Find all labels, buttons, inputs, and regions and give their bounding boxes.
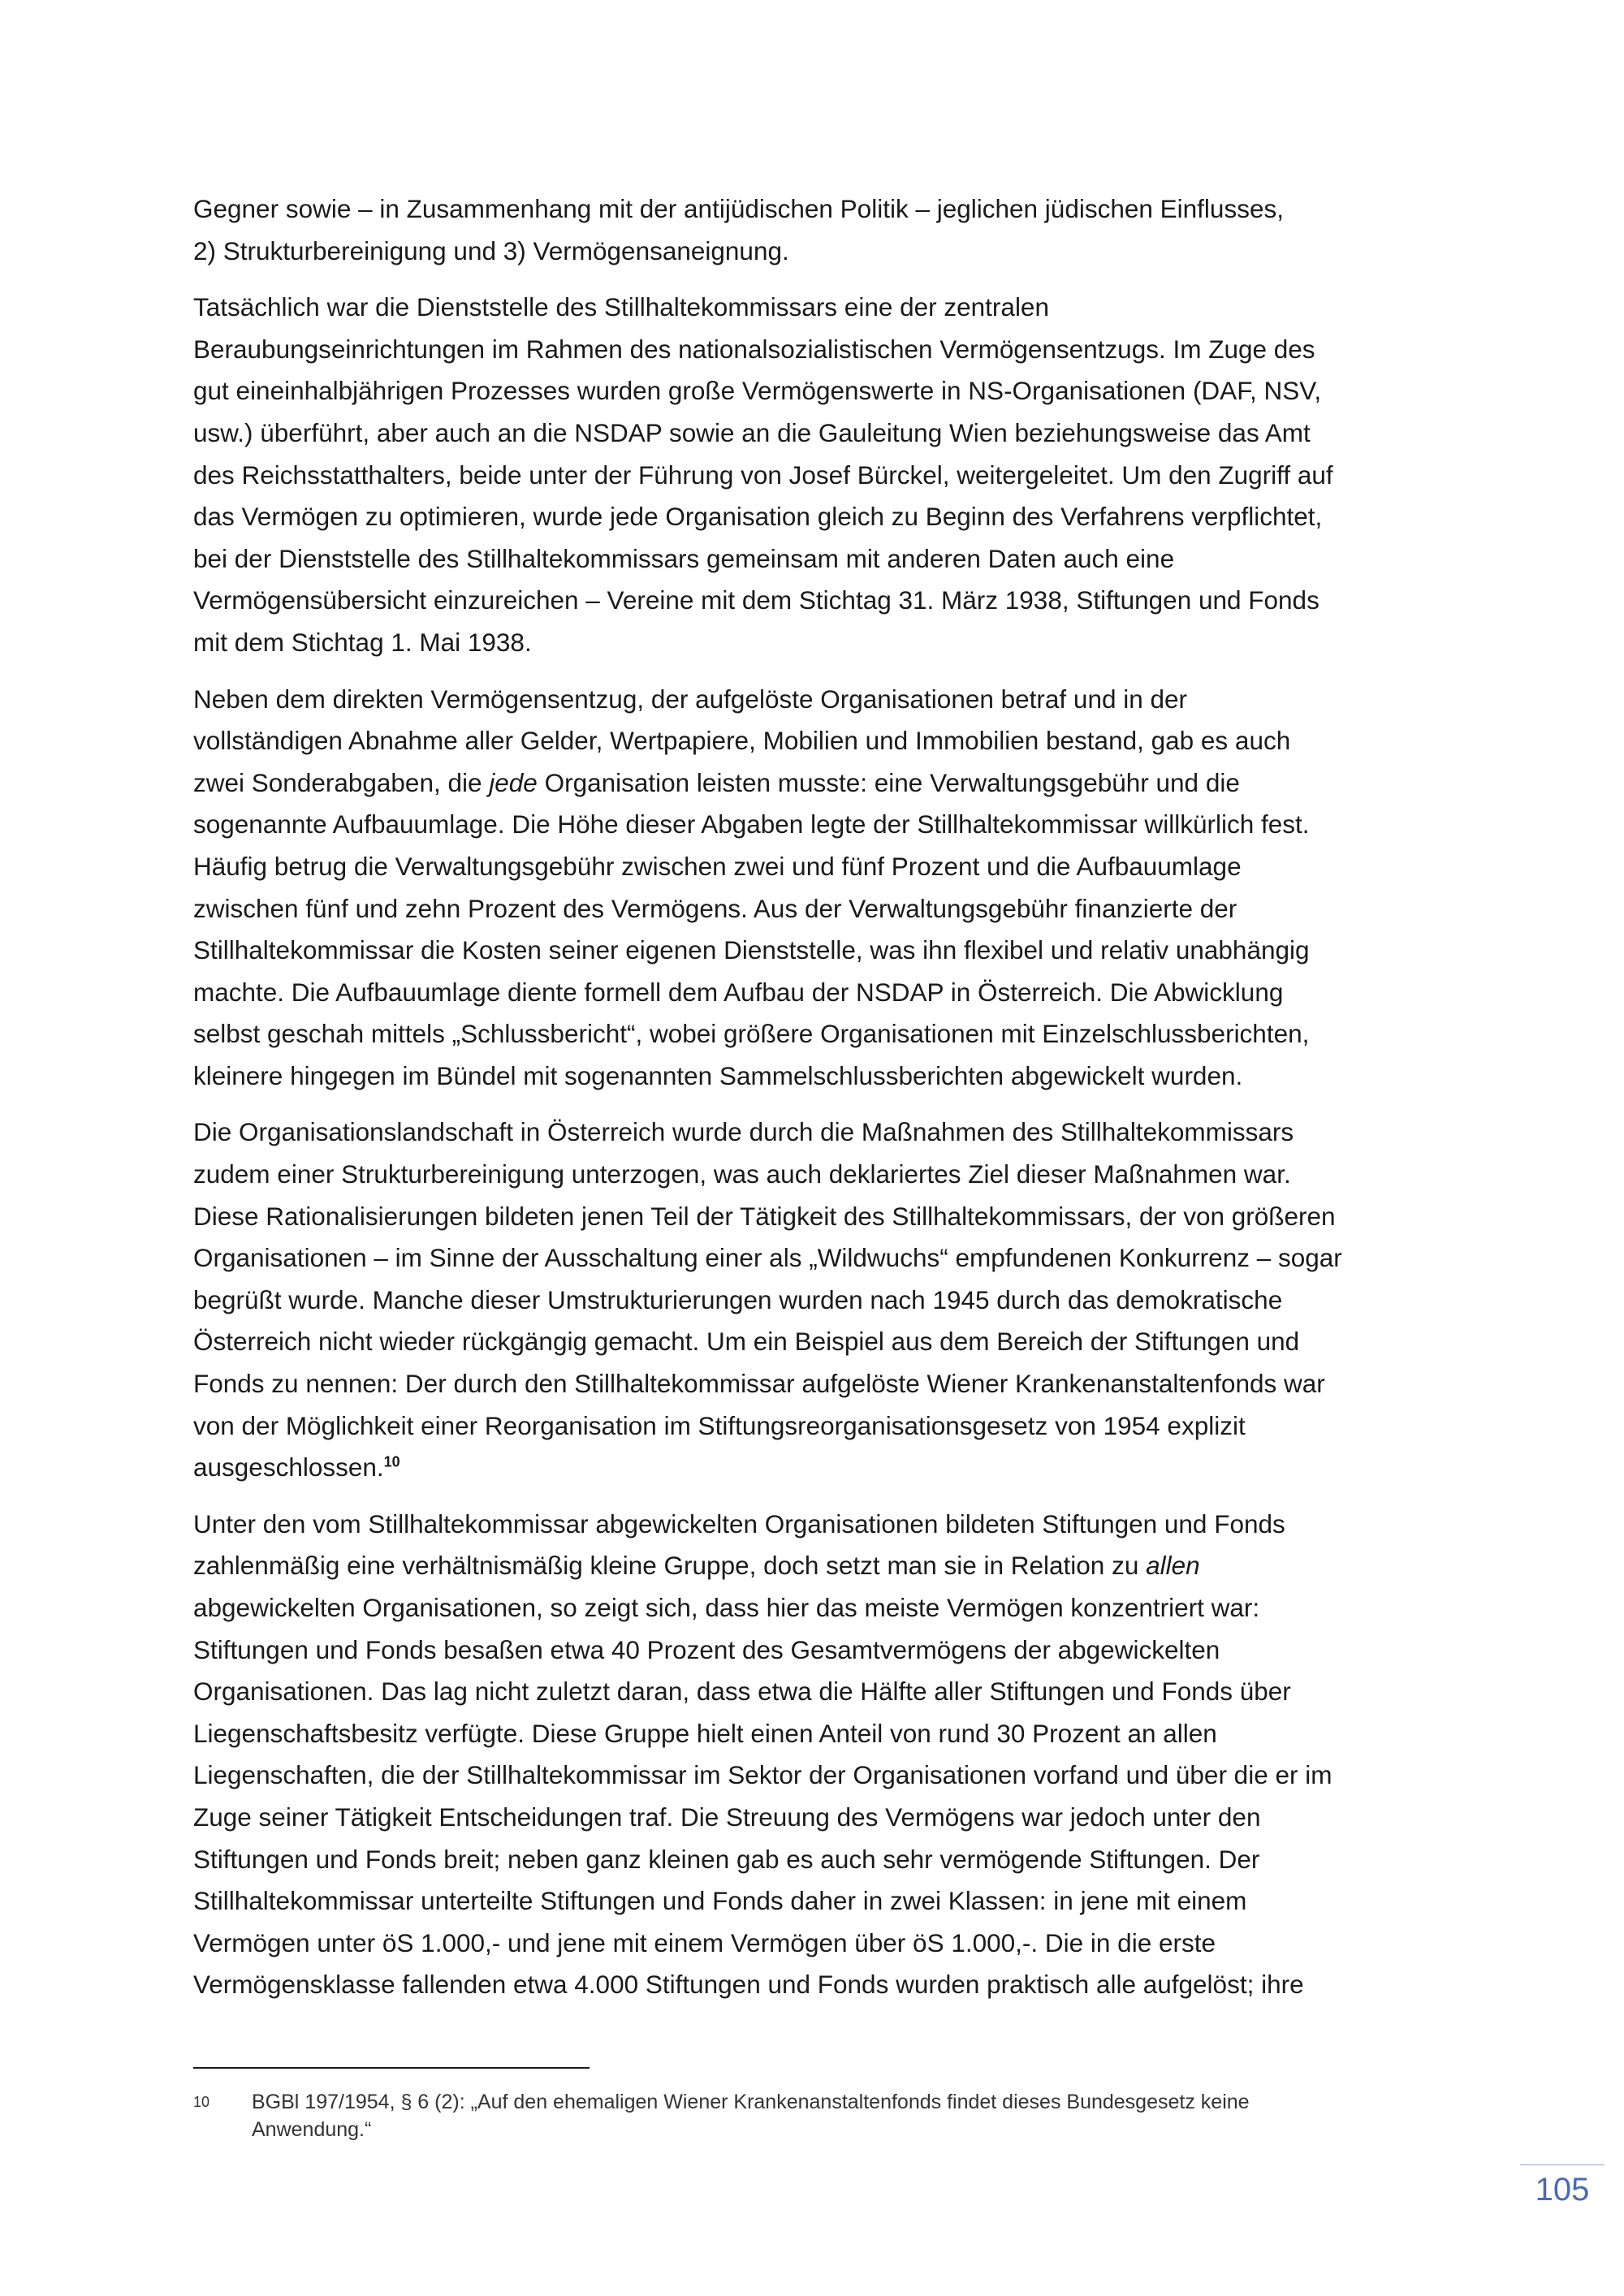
footnote-line: BGBl 197/1954, § 6 (2): „Auf den ehemaligen Wiener Krankenanstaltenfonds findet dieses Bundesgesetz keine [252,2091,1250,2113]
text-line: Stillhaltekommissar die Kosten seiner eigenen Dienststelle, was ihn flexibel und relativ unabhängig [193,935,1310,965]
emphasis-jede: jede [489,767,538,797]
text-line [193,762,1452,805]
text-segment: zahlenmäßig eine verhältnismäßig kleine Gruppe, doch setzt man sie in Relation zu [193,1551,1147,1581]
text-line: vollständigen Abnahme aller Gelder, Wertpapiere, Mobilien und Immobilien bestand, gab es auch [193,726,1291,756]
footnote-line: Anwendung.“ [252,2118,372,2141]
text-line: gut eineinhalbjährigen Prozesses wurden große Vermögenswerte in NS-Organisationen (DAF, NSV, [193,376,1322,406]
text-line: Vermögensklasse fallenden etwa 4.000 Stiftungen und Fonds wurden praktisch alle aufgelöst; ihre [193,1970,1304,2000]
text-line: des Reichsstatthalters, beide unter der Führung von Josef Bürckel, weitergeleitet. Um den Zugriff auf [193,460,1333,490]
footnote-reference[interactable]: 10 [383,1453,400,1470]
body-text [193,188,1452,2021]
text-line: Unter den vom Stillhaltekommissar abgewickelten Organisationen bildeten Stiftungen und Fonds [193,1508,1285,1539]
text-line [193,1447,1452,1489]
text-line: Häufig betrug die Verwaltungsgebühr zwischen zwei und fünf Prozent und die Aufbauumlage [193,851,1242,881]
paragraph-3 [193,679,1452,1098]
paragraph-1 [193,188,1452,272]
text-line: 2) Strukturbereinigung und 3) Vermögensaneignung. [193,235,789,265]
paragraph-2 [193,287,1452,663]
paragraph-4 [193,1111,1452,1488]
text-line: machte. Die Aufbauumlage diente formell dem Aufbau der NSDAP in Österreich. Die Abwicklung [193,977,1284,1007]
text-segment: ausgeschlossen. [193,1452,384,1482]
text-line [193,1545,1452,1587]
footnote-divider [193,2067,590,2069]
text-line: Diese Rationalisierungen bildeten jenen Teil der Tätigkeit des Stillhaltekommissars, der von größeren [193,1201,1336,1231]
text-line: mit dem Stichtag 1. Mai 1938. [193,627,532,657]
page-number: 105 [1535,2172,1590,2208]
text-line: Vermögensübersicht einzureichen – Vereine mit dem Stichtag 31. März 1938, Stiftungen und Fonds [193,585,1320,615]
text-line: bei der Dienststelle des Stillhaltekommissars gemeinsam mit anderen Daten auch eine [193,543,1175,573]
text-line: Stiftungen und Fonds breit; neben ganz kleinen gab es auch sehr vermögende Stiftungen. Der [193,1844,1260,1874]
text-line: Liegenschaften, die der Stillhaltekommissar im Sektor der Organisationen vorfand und über die er im [193,1760,1332,1790]
text-line: Fonds zu nennen: Der durch den Stillhaltekommissar aufgelöste Wiener Krankenanstaltenfonds war [193,1369,1325,1399]
text-line: Tatsächlich war die Dienststelle des Stillhaltekommissars eine der zentralen [193,292,1049,322]
text-line: Stillhaltekommissar unterteilte Stiftungen und Fonds daher in zwei Klassen: in jene mit einem [193,1886,1247,1916]
text-line: sogenannte Aufbauumlage. Die Höhe dieser Abgaben legte der Stillhaltekommissar willkürlich fest. [193,809,1310,839]
page-number-divider [1520,2164,1605,2165]
text-line: Organisationen – im Sinne der Ausschaltung einer als „Wildwuchs“ empfundenen Konkurrenz – sogar [193,1243,1342,1273]
text-segment: zwei Sonderabgaben, die [193,767,490,797]
text-line: Gegner sowie – in Zusammenhang mit der antijüdischen Politik – jeglichen jüdischen Einflusses, [193,194,1284,223]
text-line: Die Organisationslandschaft in Österreich wurde durch die Maßnahmen des Stillhaltekommissars [193,1117,1294,1147]
text-line: Organisationen. Das lag nicht zuletzt daran, dass etwa die Hälfte aller Stiftungen und Fonds über [193,1677,1291,1707]
text-line: usw.) überführt, aber auch an die NSDAP sowie an die Gauleitung Wien beziehungsweise das Amt [193,417,1311,447]
footnote-text [252,2088,1421,2143]
text-line: Liegenschaftsbesitz verfügte. Diese Gruppe hielt einen Anteil von rund 30 Prozent an allen [193,1718,1217,1748]
text-line: Vermögen unter öS 1.000,- und jene mit einem Vermögen über öS 1.000,-. Die in die erste [193,1927,1216,1957]
text-line: abgewickelten Organisationen, so zeigt sich, dass hier das meiste Vermögen konzentriert war: [193,1593,1260,1622]
text-line: Beraubungseinrichtungen im Rahmen des nationalsozialistischen Vermögensentzugs. Im Zuge des [193,334,1315,364]
text-line: selbst geschah mittels „Schlussbericht“, wobei größere Organisationen mit Einzelschlussberichten, [193,1019,1310,1049]
text-line: Zuge seiner Tätigkeit Entscheidungen traf. Die Streuung des Vermögens war jedoch unter den [193,1802,1261,1832]
text-line: Österreich nicht wieder rückgängig gemacht. Um ein Beispiel aus dem Bereich der Stiftungen und [193,1327,1300,1357]
text-line: kleinere hingegen im Bündel mit sogenannten Sammelschlussberichten abgewickelt wurden. [193,1060,1243,1090]
text-segment: Organisation leisten musste: eine Verwaltungsgebühr und die [537,767,1240,797]
text-line: das Vermögen zu optimieren, wurde jede Organisation gleich zu Beginn des Verfahrens verpflichtet, [193,502,1323,532]
text-line: Neben dem direkten Vermögensentzug, der aufgelöste Organisationen betraf und in der [193,684,1188,714]
text-line: zudem einer Strukturbereinigung unterzogen, was auch deklariertes Ziel dieser Maßnahmen war. [193,1159,1291,1189]
paragraph-5 [193,1504,1452,2006]
text-line: zwischen fünf und zehn Prozent des Vermögens. Aus der Verwaltungsgebühr finanzierte der [193,893,1237,923]
footnote-number: 10 [193,2094,210,2110]
emphasis-allen: allen [1146,1551,1200,1581]
text-line: Stiftungen und Fonds besaßen etwa 40 Prozent des Gesamtvermögens der abgewickelten [193,1634,1220,1664]
text-line: begrüßt wurde. Manche dieser Umstrukturierungen wurden nach 1945 durch das demokratische [193,1284,1283,1314]
text-line: von der Möglichkeit einer Reorganisation im Stiftungsreorganisationsgesetz von 1954 explizit [193,1410,1246,1440]
